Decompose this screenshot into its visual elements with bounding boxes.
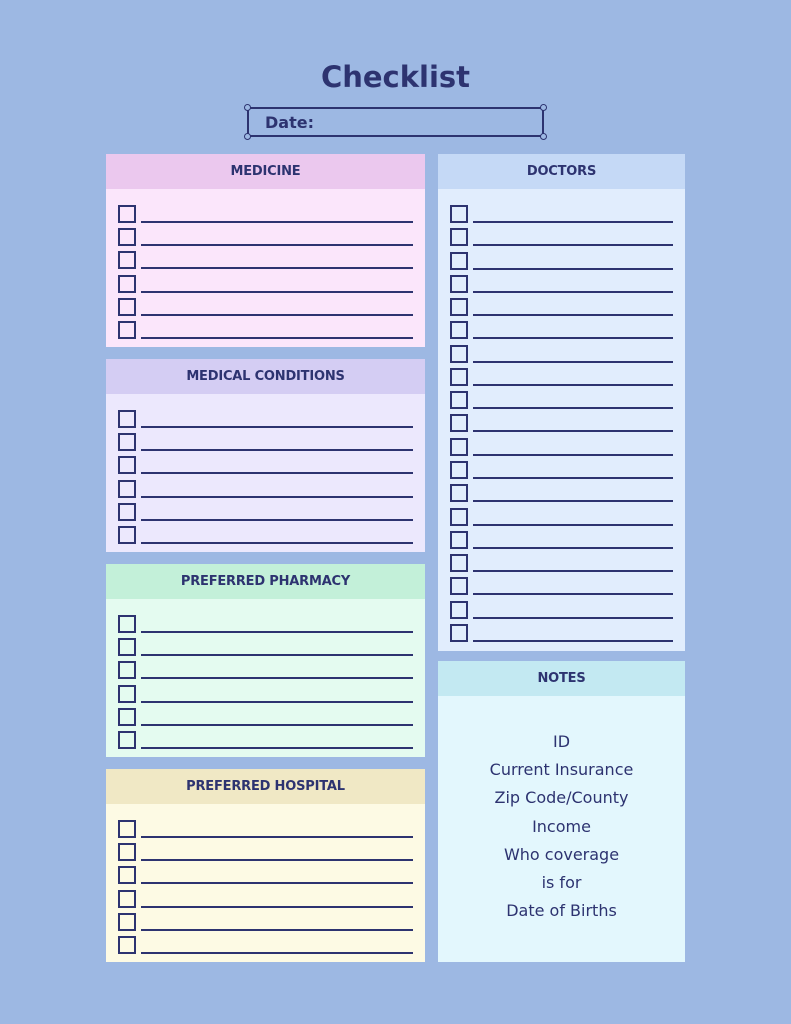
- write-in-line[interactable]: [473, 477, 673, 479]
- checklist-row: [438, 438, 685, 456]
- notes-list: [438, 696, 685, 962]
- checkbox[interactable]: [450, 298, 468, 316]
- checklist-row: [106, 251, 425, 269]
- checkbox[interactable]: [118, 638, 136, 656]
- write-in-line[interactable]: [473, 640, 673, 642]
- checklist-row: [438, 368, 685, 386]
- checkbox[interactable]: [450, 531, 468, 549]
- checklist-row: [438, 601, 685, 619]
- checkbox[interactable]: [450, 414, 468, 432]
- checklist-row: [106, 410, 425, 428]
- checklist-row: [106, 615, 425, 633]
- checklist-row: [106, 843, 425, 861]
- medical-conditions-panel: [106, 359, 425, 552]
- checkbox[interactable]: [118, 731, 136, 749]
- write-in-line[interactable]: [473, 384, 673, 386]
- checkbox[interactable]: [450, 554, 468, 572]
- write-in-line[interactable]: [473, 337, 673, 339]
- preferred-pharmacy-panel: [106, 564, 425, 757]
- write-in-line[interactable]: [141, 701, 413, 703]
- corner-dot: [540, 104, 547, 111]
- write-in-line[interactable]: [473, 407, 673, 409]
- write-in-line[interactable]: [473, 291, 673, 293]
- write-in-line[interactable]: [141, 542, 413, 544]
- checkbox[interactable]: [118, 526, 136, 544]
- write-in-line[interactable]: [141, 449, 413, 451]
- checkbox[interactable]: [118, 708, 136, 726]
- page-title: Checklist: [320, 60, 471, 94]
- checkbox[interactable]: [450, 577, 468, 595]
- checklist-row: [106, 731, 425, 749]
- checkbox[interactable]: [118, 661, 136, 679]
- preferred-hospital-panel: [106, 769, 425, 962]
- checklist-row: [106, 456, 425, 474]
- write-in-line[interactable]: [141, 426, 413, 428]
- doctors-checklist: [438, 189, 685, 651]
- checklist-row: [106, 321, 425, 339]
- notes-panel: [438, 661, 685, 962]
- write-in-line[interactable]: [141, 244, 413, 246]
- checklist-row: [438, 205, 685, 223]
- checkbox[interactable]: [450, 438, 468, 456]
- checklist-row: [438, 508, 685, 526]
- note-item: ID: [552, 732, 571, 751]
- checklist-row: [106, 913, 425, 931]
- checkbox[interactable]: [118, 843, 136, 861]
- corner-dot: [244, 104, 251, 111]
- checkbox[interactable]: [118, 480, 136, 498]
- checkbox[interactable]: [118, 913, 136, 931]
- checklist-row: [106, 820, 425, 838]
- checklist-row: [438, 554, 685, 572]
- write-in-line[interactable]: [473, 593, 673, 595]
- medicine-panel: [106, 154, 425, 347]
- write-in-line[interactable]: [473, 268, 673, 270]
- write-in-line[interactable]: [141, 337, 413, 339]
- checklist-row: [106, 685, 425, 703]
- note-item: Income: [532, 816, 591, 836]
- checklist-row: [438, 624, 685, 642]
- write-in-line[interactable]: [141, 882, 413, 884]
- checklist-row: [106, 298, 425, 316]
- checklist-row: [438, 391, 685, 409]
- corner-dot: [244, 133, 251, 140]
- note-item: Current Insurance: [489, 760, 634, 780]
- checkbox[interactable]: [118, 890, 136, 908]
- checkbox[interactable]: [118, 456, 136, 474]
- checklist-row: [438, 252, 685, 270]
- write-in-line[interactable]: [473, 617, 673, 619]
- note-item: Who coverage: [503, 844, 620, 864]
- checklist-row: [438, 298, 685, 316]
- write-in-line[interactable]: [473, 244, 673, 246]
- checklist-row: [106, 866, 425, 884]
- checkbox[interactable]: [450, 321, 468, 339]
- write-in-line[interactable]: [141, 929, 413, 931]
- preferred-hospital-checklist: [106, 804, 425, 962]
- date-field[interactable]: [247, 107, 544, 137]
- checkbox[interactable]: [118, 251, 136, 269]
- checkbox[interactable]: [450, 368, 468, 386]
- checklist-row: [106, 638, 425, 656]
- write-in-line[interactable]: [141, 747, 413, 749]
- checklist-row: [438, 577, 685, 595]
- checkbox[interactable]: [450, 508, 468, 526]
- write-in-line[interactable]: [141, 724, 413, 726]
- checkbox[interactable]: [450, 345, 468, 363]
- checklist-row: [438, 228, 685, 246]
- checklist-row: [438, 345, 685, 363]
- doctors-panel: [438, 154, 685, 651]
- note-item: Zip Code/County: [494, 788, 629, 808]
- doctors-header: DOCTORS: [438, 154, 685, 189]
- medicine-checklist: [106, 189, 425, 347]
- write-in-line[interactable]: [473, 430, 673, 432]
- write-in-line[interactable]: [141, 519, 413, 521]
- write-in-line[interactable]: [141, 472, 413, 474]
- checklist-row: [106, 275, 425, 293]
- write-in-line[interactable]: [473, 314, 673, 316]
- write-in-line[interactable]: [141, 952, 413, 954]
- write-in-line[interactable]: [141, 291, 413, 293]
- checklist-row: [106, 503, 425, 521]
- preferred-pharmacy-header: PREFERRED PHARMACY: [106, 564, 425, 599]
- note-item: Date of Births: [506, 901, 617, 921]
- write-in-line[interactable]: [473, 570, 673, 572]
- write-in-line[interactable]: [473, 547, 673, 549]
- checkbox[interactable]: [118, 228, 136, 246]
- date-label: Date:: [265, 113, 314, 132]
- checklist-row: [106, 526, 425, 544]
- checkbox[interactable]: [450, 391, 468, 409]
- checklist-row: [438, 321, 685, 339]
- checklist-row: [438, 484, 685, 502]
- checkbox[interactable]: [450, 601, 468, 619]
- corner-dot: [540, 133, 547, 140]
- checklist-row: [438, 275, 685, 293]
- checkbox[interactable]: [450, 275, 468, 293]
- checkbox[interactable]: [450, 228, 468, 246]
- checkbox[interactable]: [118, 820, 136, 838]
- checklist-row: [106, 480, 425, 498]
- checkbox[interactable]: [118, 275, 136, 293]
- checklist-row: [106, 228, 425, 246]
- checkbox[interactable]: [450, 205, 468, 223]
- write-in-line[interactable]: [141, 496, 413, 498]
- checkbox[interactable]: [118, 433, 136, 451]
- checklist-row: [438, 461, 685, 479]
- checklist-row: [438, 414, 685, 432]
- checkbox[interactable]: [118, 321, 136, 339]
- write-in-line[interactable]: [141, 221, 413, 223]
- checkbox[interactable]: [118, 205, 136, 223]
- checklist-row: [106, 433, 425, 451]
- write-in-line[interactable]: [473, 454, 673, 456]
- medicine-header: MEDICINE: [106, 154, 425, 189]
- medical-conditions-header: MEDICAL CONDITIONS: [106, 359, 425, 394]
- write-in-line[interactable]: [141, 677, 413, 679]
- checklist-row: [106, 708, 425, 726]
- checkbox[interactable]: [450, 484, 468, 502]
- checkbox[interactable]: [118, 866, 136, 884]
- write-in-line[interactable]: [473, 500, 673, 502]
- write-in-line[interactable]: [473, 524, 673, 526]
- checkbox[interactable]: [118, 615, 136, 633]
- note-item: is for: [541, 872, 582, 892]
- checkbox[interactable]: [450, 252, 468, 270]
- write-in-line[interactable]: [473, 361, 673, 363]
- checkbox[interactable]: [118, 298, 136, 316]
- medical-conditions-checklist: [106, 394, 425, 552]
- write-in-line[interactable]: [141, 906, 413, 908]
- write-in-line[interactable]: [473, 221, 673, 223]
- checkbox[interactable]: [450, 461, 468, 479]
- write-in-line[interactable]: [141, 631, 413, 633]
- preferred-pharmacy-checklist: [106, 599, 425, 757]
- checkbox[interactable]: [450, 624, 468, 642]
- checklist-row: [106, 661, 425, 679]
- checkbox[interactable]: [118, 410, 136, 428]
- checkbox[interactable]: [118, 503, 136, 521]
- write-in-line[interactable]: [141, 859, 413, 861]
- write-in-line[interactable]: [141, 267, 413, 269]
- write-in-line[interactable]: [141, 314, 413, 316]
- checkbox[interactable]: [118, 685, 136, 703]
- write-in-line[interactable]: [141, 654, 413, 656]
- preferred-hospital-header: PREFERRED HOSPITAL: [106, 769, 425, 804]
- checklist-row: [438, 531, 685, 549]
- checklist-row: [106, 205, 425, 223]
- write-in-line[interactable]: [141, 836, 413, 838]
- checklist-row: [106, 890, 425, 908]
- notes-header: NOTES: [438, 661, 685, 696]
- checklist-row: [106, 936, 425, 954]
- checkbox[interactable]: [118, 936, 136, 954]
